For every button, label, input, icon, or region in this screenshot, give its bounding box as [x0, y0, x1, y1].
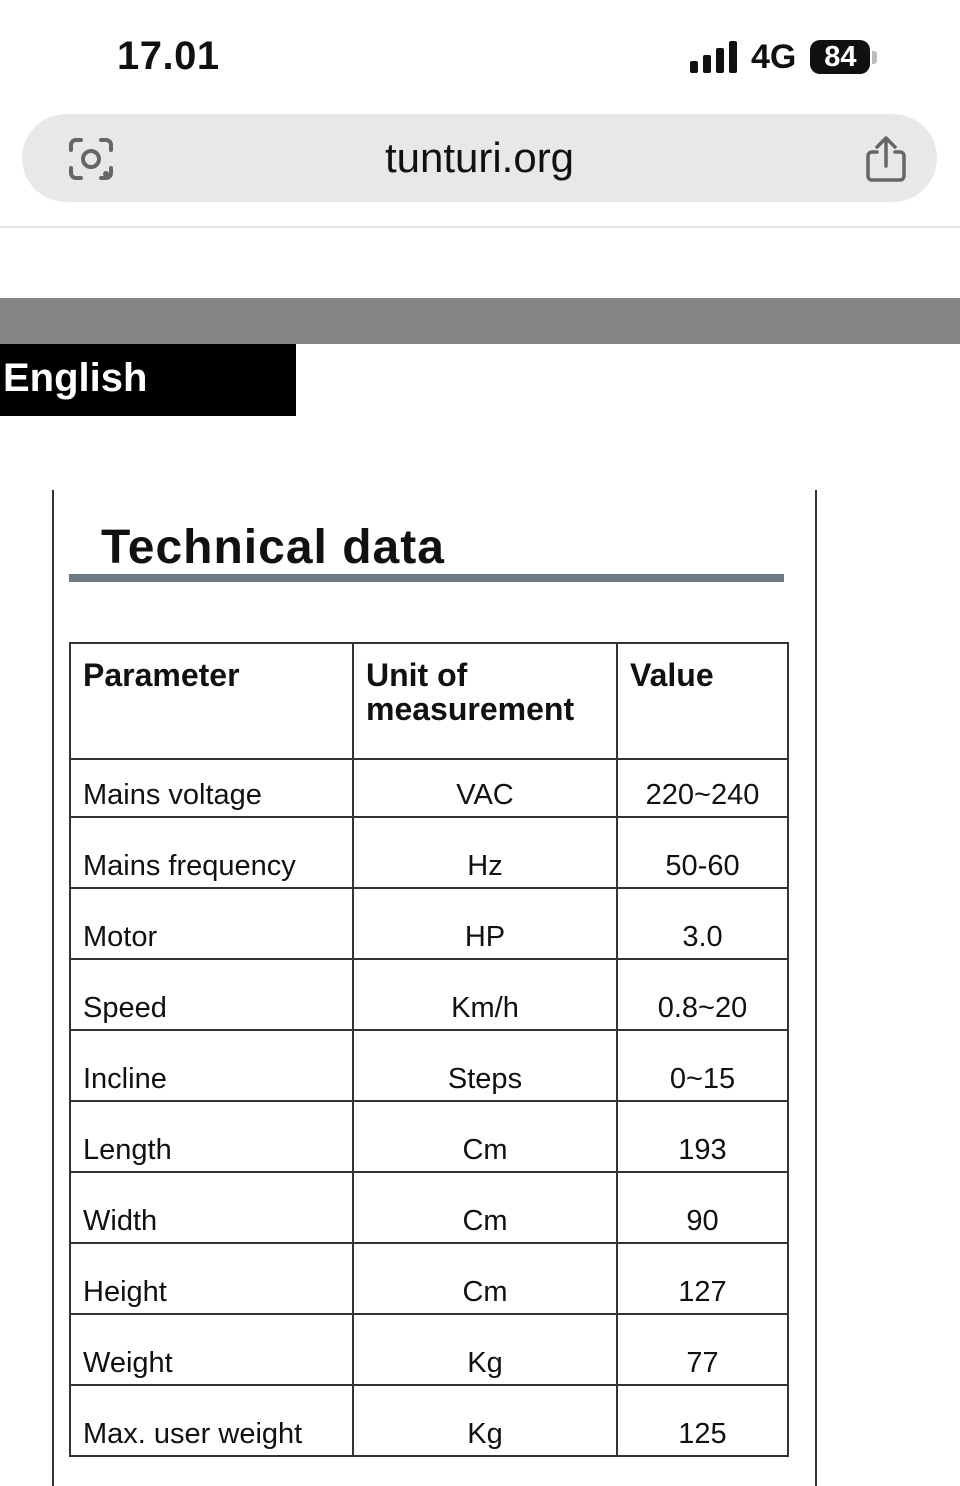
- cell-parameter: Mains voltage: [70, 759, 353, 817]
- cell-parameter: Motor: [70, 888, 353, 959]
- cell-value: 50-60: [617, 817, 788, 888]
- cell-value: 0~15: [617, 1030, 788, 1101]
- cell-unit: Kg: [353, 1314, 617, 1385]
- share-icon[interactable]: [860, 136, 912, 182]
- technical-data-table: [69, 642, 789, 1457]
- table-row: [70, 1172, 788, 1243]
- battery-level: 84: [810, 40, 870, 74]
- cell-value: 90: [617, 1172, 788, 1243]
- status-indicators: [690, 36, 877, 78]
- address-bar[interactable]: [22, 114, 937, 202]
- cell-parameter: Incline: [70, 1030, 353, 1101]
- cell-unit: Cm: [353, 1243, 617, 1314]
- battery-icon: [810, 40, 877, 74]
- table-row: [70, 817, 788, 888]
- cell-parameter: Length: [70, 1101, 353, 1172]
- table-row: [70, 1314, 788, 1385]
- table-row: [70, 1030, 788, 1101]
- cell-value: 3.0: [617, 888, 788, 959]
- cell-unit: VAC: [353, 759, 617, 817]
- status-time: 17.01: [117, 34, 220, 78]
- table-row: [70, 1385, 788, 1456]
- cell-unit: HP: [353, 888, 617, 959]
- cell-parameter: Mains frequency: [70, 817, 353, 888]
- cell-unit: Cm: [353, 1172, 617, 1243]
- cell-unit: Km/h: [353, 959, 617, 1030]
- header-band: [0, 298, 960, 344]
- table-row: [70, 1101, 788, 1172]
- cell-value: 193: [617, 1101, 788, 1172]
- table-row: [70, 888, 788, 959]
- cell-value: 77: [617, 1314, 788, 1385]
- cell-parameter: Speed: [70, 959, 353, 1030]
- cell-value: 220~240: [617, 759, 788, 817]
- section-title: Technical data: [101, 521, 445, 574]
- cell-parameter: Height: [70, 1243, 353, 1314]
- cell-parameter: Width: [70, 1172, 353, 1243]
- language-tab: English: [0, 344, 296, 416]
- cell-value: 127: [617, 1243, 788, 1314]
- cell-parameter: Max. user weight: [70, 1385, 353, 1456]
- table-row: [70, 959, 788, 1030]
- header-parameter: Parameter: [70, 643, 353, 759]
- cell-value: 125: [617, 1385, 788, 1456]
- cell-unit: Steps: [353, 1030, 617, 1101]
- cell-unit: Hz: [353, 817, 617, 888]
- header-unit: Unit of measurement: [353, 643, 617, 759]
- document-frame-left: [52, 490, 54, 1486]
- toolbar-divider: [0, 226, 960, 228]
- document-frame-right: [815, 490, 817, 1486]
- cell-unit: Kg: [353, 1385, 617, 1456]
- cellular-signal-icon: [690, 41, 737, 73]
- network-type: 4G: [751, 37, 797, 76]
- header-value: Value: [617, 643, 788, 759]
- cell-value: 0.8~20: [617, 959, 788, 1030]
- title-underline: [69, 574, 784, 582]
- url-text[interactable]: tunturi.org: [384, 134, 575, 181]
- cell-parameter: Weight: [70, 1314, 353, 1385]
- cell-unit: Cm: [353, 1101, 617, 1172]
- table-row: [70, 759, 788, 817]
- table-row: [70, 1243, 788, 1314]
